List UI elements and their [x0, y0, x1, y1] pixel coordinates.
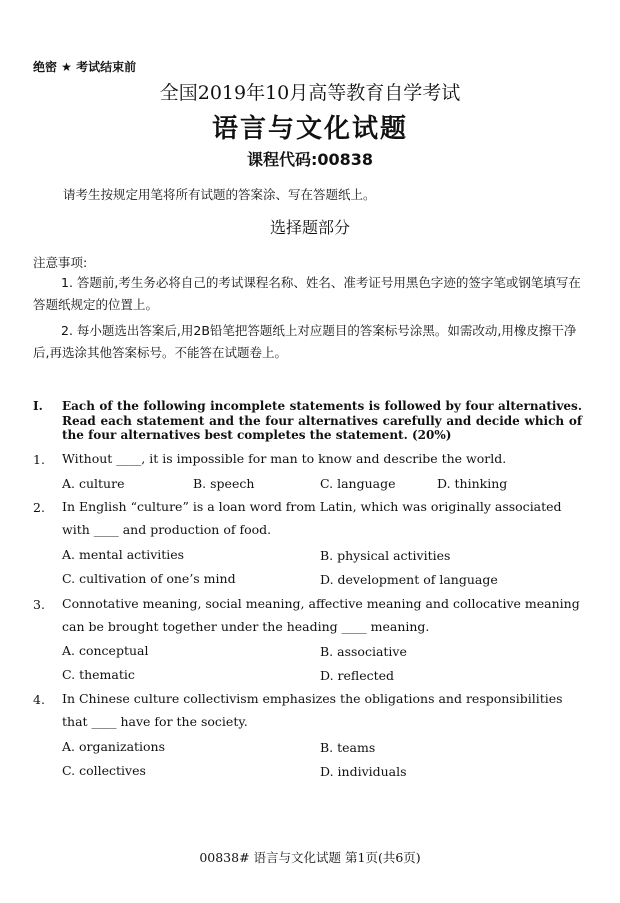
answer-instruction: 请考生按规定用笔将所有试题的答案涂、写在答题纸上。 [63, 187, 376, 202]
notice-item: 2. 每小题选出答案后,用2B铅笔把答题纸上对应题目的答案标号涂黑。如需改动,用橡皮擦干净后,再选涂其他答案标号。不能答在试题卷上。 [33, 323, 577, 360]
question-number: 2. [33, 500, 45, 515]
option-d: D. reflected [320, 668, 395, 683]
part-instruction: Each of the following incomplete statements is followed by four alternatives. Read each statement and the four alternatives carefully and decide which of the four alternatives best completes the statement. (20%) [62, 399, 582, 442]
question-text: In English “culture” is a loan word from Latin, which was originally associated with ____ and production of food. [62, 499, 562, 537]
option-d: D. thinking [437, 476, 508, 491]
question-number: 3. [33, 597, 45, 612]
course-code: 课程代码:00838 [246, 150, 374, 169]
part-number: I. [33, 399, 43, 413]
option-a: A. mental activities [62, 547, 185, 562]
option-c: C. cultivation of one’s mind [62, 571, 236, 586]
notice-item: 1. 答题前,考生务必将自己的考试课程名称、姓名、准考证号用黑色字迹的签字笔或钢笔填写在答题纸规定的位置上。 [33, 275, 581, 312]
option-c: C. language [320, 476, 396, 491]
option-b: B. speech [193, 476, 255, 491]
page-footer: 00838# 语言与文化试题 第1页(共6页) [199, 850, 421, 865]
option-d: D. individuals [320, 764, 407, 779]
option-a: A. conceptual [62, 643, 149, 658]
notice-label: 注意事项: [33, 255, 88, 270]
option-b: B. physical activities [320, 548, 451, 563]
option-d: D. development of language [320, 572, 498, 587]
option-b: B. teams [320, 740, 376, 755]
question-number: 4. [33, 692, 45, 707]
option-a: A. organizations [62, 739, 166, 754]
option-b: B. associative [320, 644, 407, 659]
option-c: C. thematic [62, 667, 135, 682]
question-number: 1. [33, 452, 45, 467]
exam-title: 全国2019年10月高等教育自学考试 [159, 82, 461, 104]
confidential-label: 绝密 ★ 考试结束前 [33, 60, 137, 74]
question-text: Without ____, it is impossible for man to know and describe the world. [62, 451, 507, 466]
section-title: 选择题部分 [269, 218, 350, 237]
option-c: C. collectives [62, 763, 146, 778]
paper-title: 语言与文化试题 [211, 114, 408, 144]
question-text: Connotative meaning, social meaning, affective meaning and collocative meaning can be brought together under the heading ____ meaning. [62, 596, 580, 634]
question-text: In Chinese culture collectivism emphasizes the obligations and responsibilities that ____ have for the society. [62, 691, 563, 729]
option-a: A. culture [62, 476, 125, 491]
